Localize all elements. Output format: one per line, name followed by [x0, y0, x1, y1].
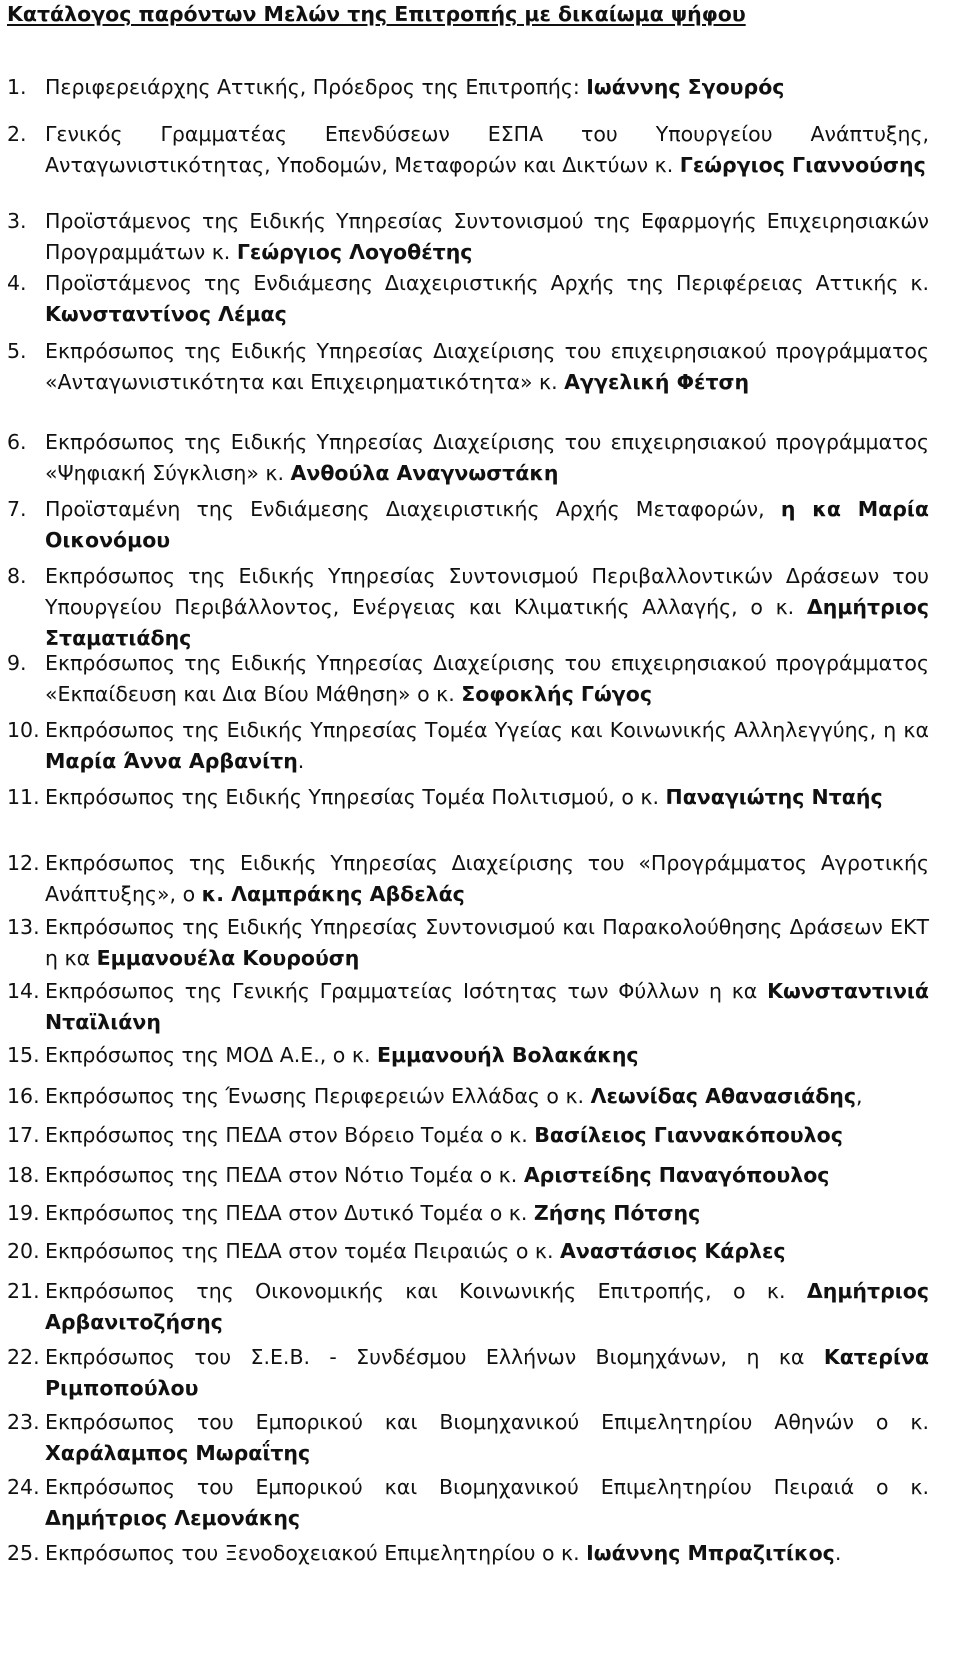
- item-suffix: .: [297, 749, 305, 773]
- item-number: 9.: [7, 651, 27, 675]
- member-name: Κωνσταντίνος Λέμας: [45, 302, 287, 326]
- item-content: [45, 1040, 929, 1071]
- item-content: [45, 648, 929, 710]
- member-item: [7, 1472, 929, 1534]
- item-content: [45, 1342, 929, 1404]
- item-number: 25.: [7, 1541, 40, 1565]
- item-role-text: Εκπρόσωπος της Ειδικής Υπηρεσίας Τομέα Πολιτισμού, ο κ.: [45, 785, 659, 809]
- member-item: [7, 648, 929, 710]
- item-number: 1.: [7, 75, 27, 99]
- item-number: 24.: [7, 1475, 40, 1499]
- member-name: Σοφοκλής Γώγος: [461, 682, 652, 706]
- member-name: Αναστάσιος Κάρλες: [560, 1239, 786, 1263]
- member-item: [7, 72, 929, 103]
- member-item: [7, 976, 929, 1038]
- item-content: [45, 1276, 929, 1338]
- member-name: Εμμανουήλ Βολακάκης: [377, 1043, 639, 1067]
- item-number: 17.: [7, 1123, 40, 1147]
- item-number: 23.: [7, 1410, 40, 1434]
- item-content: [45, 206, 929, 268]
- item-content: [45, 72, 929, 103]
- member-name: κ. Λαμπράκης Αβδελάς: [201, 882, 465, 906]
- item-number: 6.: [7, 430, 27, 454]
- item-role-text: Γενικός Γραμματέας Επενδύσεων ΕΣΠΑ του Υπουργείου Ανάπτυξης, Ανταγωνιστικότητας, Υποδομών, Μεταφορών και Δικτύων κ.: [45, 122, 929, 177]
- item-number: 8.: [7, 564, 27, 588]
- member-name: Μαρία Άννα Αρβανίτη: [45, 749, 298, 773]
- item-role-text: Εκπρόσωπος της Ειδικής Υπηρεσίας Τομέα Υγείας και Κοινωνικής Αλληλεγγύης, η κα: [45, 718, 929, 742]
- member-item: [7, 782, 929, 813]
- member-item: [7, 336, 929, 398]
- item-role-text: Εκπρόσωπος της ΠΕΔΑ στον Δυτικό Τομέα ο κ.: [45, 1201, 528, 1225]
- member-item: [7, 912, 929, 974]
- member-item: [7, 1342, 929, 1404]
- item-content: [45, 848, 929, 910]
- item-number: 13.: [7, 915, 40, 939]
- item-role-text: Εκπρόσωπος της Ένωσης Περιφερειών Ελλάδας ο κ.: [45, 1084, 585, 1108]
- item-role-text: Εκπρόσωπος της Ειδικής Υπηρεσίας Διαχείρισης του επιχειρησιακού προγράμματος «Εκπαίδευση και Δια Βίου Μάθηση» ο κ.: [45, 651, 929, 706]
- item-role-text: Εκπρόσωπος της Οικονομικής και Κοινωνικής Επιτροπής, ο κ.: [45, 1279, 786, 1303]
- item-role-text: Εκπρόσωπος της Γενικής Γραμματείας Ισότητας των Φύλλων η κα: [45, 979, 758, 1003]
- member-item: [7, 561, 929, 654]
- member-item: [7, 1276, 929, 1338]
- member-name: Ιωάννης Σγουρός: [586, 75, 785, 99]
- member-name: Εμμανουέλα Κουρούση: [96, 946, 360, 970]
- item-role-text: Εκπρόσωπος της Ειδικής Υπηρεσίας Συντονισμού Περιβαλλοντικών Δράσεων του Υπουργείου Περιβάλλοντος, Ενέργειας και Κλιματικής Αλλαγής, ο κ.: [45, 564, 929, 619]
- item-role-text: Προϊστάμενος της Ειδικής Υπηρεσίας Συντονισμού της Εφαρμογής Επιχειρησιακών Προγραμμάτων κ.: [45, 209, 929, 264]
- item-content: [45, 561, 929, 654]
- item-number: 11.: [7, 785, 40, 809]
- item-role-text: Εκπρόσωπος της Ειδικής Υπηρεσίας Διαχείρισης του «Προγράμματος Αγροτικής Ανάπτυξης», ο: [45, 851, 929, 906]
- item-number: 5.: [7, 339, 27, 363]
- member-name: Παναγιώτης Νταής: [665, 785, 883, 809]
- item-content: [45, 494, 929, 556]
- item-role-text: Εκπρόσωπος του Σ.Ε.Β. - Συνδέσμου Ελλήνων Βιομηχάνων, η κα: [45, 1345, 805, 1369]
- item-role-text: Εκπρόσωπος της ΠΕΔΑ στον Νότιο Τομέα ο κ.: [45, 1163, 518, 1187]
- item-content: [45, 119, 929, 181]
- member-name: η κα Μαρία Οικονόμου: [45, 497, 929, 552]
- item-role-text: Εκπρόσωπος της ΠΕΔΑ στον τομέα Πειραιώς ο κ.: [45, 1239, 554, 1263]
- item-role-text: Προϊσταμένη της Ενδιάμεσης Διαχειριστικής Αρχής Μεταφορών,: [45, 497, 765, 521]
- item-number: 20.: [7, 1239, 40, 1263]
- member-name: Βασίλειος Γιαννακόπουλος: [534, 1123, 843, 1147]
- item-content: [45, 912, 929, 974]
- member-item: [7, 848, 929, 910]
- member-name: Γεώργιος Λογοθέτης: [236, 240, 473, 264]
- member-item: [7, 427, 929, 489]
- member-name: Κατερίνα Ριμποπούλου: [45, 1345, 929, 1400]
- document-title: Κατάλογος παρόντων Μελών της Επιτροπής με δικαίωμα ψήφου: [7, 2, 746, 26]
- member-name: Δημήτριος Αρβανιτοζήσης: [45, 1279, 929, 1334]
- item-content: [45, 427, 929, 489]
- item-role-text: Εκπρόσωπος του Εμπορικού και Βιομηχανικού Επιμελητηρίου Αθηνών ο κ.: [45, 1410, 929, 1434]
- member-name: Ανθούλα Αναγνωστάκη: [290, 461, 559, 485]
- item-role-text: Εκπρόσωπος του Εμπορικού και Βιομηχανικού Επιμελητηρίου Πειραιά ο κ.: [45, 1475, 929, 1499]
- member-item: [7, 268, 929, 330]
- member-item: [7, 715, 929, 777]
- member-item: [7, 1538, 929, 1569]
- member-name: Γεώργιος Γιαννούσης: [679, 153, 926, 177]
- member-name: Δημήτριος Λεμονάκης: [45, 1506, 301, 1530]
- member-name: Λεωνίδας Αθανασιάδης: [590, 1084, 857, 1108]
- item-suffix: .: [834, 1541, 842, 1565]
- member-item: [7, 1081, 929, 1112]
- member-item: [7, 1198, 929, 1229]
- item-number: 14.: [7, 979, 40, 1003]
- item-content: [45, 268, 929, 330]
- member-item: [7, 119, 929, 181]
- item-content: [45, 1538, 929, 1569]
- member-name: Αγγελική Φέτση: [564, 370, 750, 394]
- item-number: 22.: [7, 1345, 40, 1369]
- member-name: Αριστείδης Παναγόπουλος: [523, 1163, 830, 1187]
- item-role-text: Εκπρόσωπος της Ειδικής Υπηρεσίας Διαχείρισης του επιχειρησιακού προγράμματος «Ψηφιακή Σύγκλιση» κ.: [45, 430, 929, 485]
- item-number: 7.: [7, 497, 27, 521]
- item-content: [45, 1236, 929, 1267]
- item-number: 4.: [7, 271, 27, 295]
- member-item: [7, 1120, 929, 1151]
- item-content: [45, 782, 929, 813]
- item-content: [45, 1081, 929, 1112]
- item-number: 3.: [7, 209, 27, 233]
- item-number: 16.: [7, 1084, 40, 1108]
- item-role-text: Εκπρόσωπος της Ειδικής Υπηρεσίας Συντονισμού και Παρακολούθησης Δράσεων ΕΚΤ η κα: [45, 915, 929, 970]
- item-number: 12.: [7, 851, 40, 875]
- item-role-text: Εκπρόσωπος του Ξενοδοχειακού Επιμελητηρίου ο κ.: [45, 1541, 580, 1565]
- item-content: [45, 1160, 929, 1191]
- member-item: [7, 1236, 929, 1267]
- item-role-text: Εκπρόσωπος της Ειδικής Υπηρεσίας Διαχείρισης του επιχειρησιακού προγράμματος «Ανταγωνιστικότητα και Επιχειρηματικότητα» κ.: [45, 339, 929, 394]
- member-item: [7, 494, 929, 556]
- item-content: [45, 1407, 929, 1469]
- member-name: Κωνσταντινιά Νταϊλιάνη: [45, 979, 929, 1034]
- item-number: 2.: [7, 122, 27, 146]
- item-suffix: ,: [856, 1084, 863, 1108]
- item-role-text: Προϊστάμενος της Ενδιάμεσης Διαχειριστικής Αρχής της Περιφέρειας Αττικής κ.: [45, 271, 929, 295]
- member-item: [7, 1040, 929, 1071]
- item-number: 19.: [7, 1201, 40, 1225]
- item-content: [45, 336, 929, 398]
- item-number: 18.: [7, 1163, 40, 1187]
- item-content: [45, 1472, 929, 1534]
- item-number: 10.: [7, 718, 40, 742]
- item-content: [45, 1198, 929, 1229]
- item-number: 15.: [7, 1043, 40, 1067]
- member-item: [7, 206, 929, 268]
- member-name: Χαράλαμπος Μωραΐτης: [45, 1441, 311, 1465]
- item-role-text: Περιφερειάρχης Αττικής, Πρόεδρος της Επιτροπής:: [45, 75, 580, 99]
- item-content: [45, 976, 929, 1038]
- item-role-text: Εκπρόσωπος της ΠΕΔΑ στον Βόρειο Τομέα ο κ.: [45, 1123, 528, 1147]
- member-name: Ιωάννης Μπραζιτίκος: [586, 1541, 835, 1565]
- member-item: [7, 1160, 929, 1191]
- item-content: [45, 1120, 929, 1151]
- member-item: [7, 1407, 929, 1469]
- member-name: Ζήσης Πότσης: [533, 1201, 701, 1225]
- item-role-text: Εκπρόσωπος της ΜΟΔ Α.Ε., ο κ.: [45, 1043, 371, 1067]
- member-name: Δημήτριος Σταματιάδης: [45, 595, 929, 650]
- item-number: 21.: [7, 1279, 40, 1303]
- item-content: [45, 715, 929, 777]
